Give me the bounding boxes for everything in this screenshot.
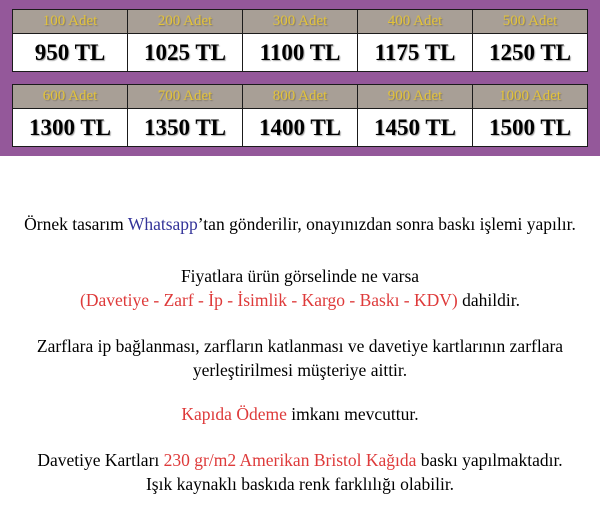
quantity-header: 900 Adet: [358, 85, 472, 109]
note-color-difference: Işık kaynaklı baskıda renk farklılığı olabilir.: [145, 474, 455, 494]
price-column: [13, 85, 127, 146]
note-text: Örnek tasarım: [24, 214, 128, 234]
price-column: [242, 85, 357, 146]
cash-on-delivery-label: Kapıda Ödeme: [181, 404, 287, 424]
quantity-header: 1000 Adet: [473, 85, 587, 109]
quantity-header: 600 Adet: [13, 85, 127, 109]
price-table-row-2: [12, 84, 588, 147]
note-text: Davetiye Kartları: [37, 450, 164, 470]
note-price-includes-items: [0, 288, 600, 312]
quantity-header: 800 Adet: [243, 85, 357, 109]
price-value: 1025 TL: [128, 34, 242, 71]
paper-spec-label: 230 gr/m2 Amerikan Bristol Kağıda: [163, 450, 417, 470]
quantity-header: 400 Adet: [358, 10, 472, 34]
note-customer-assembly-line2: yerleştirilmesi müşteriye aittir.: [192, 360, 408, 380]
price-value: 1300 TL: [13, 109, 127, 146]
note-price-includes-intro: Fiyatlara ürün görselinde ne varsa: [180, 266, 420, 286]
price-column: [127, 10, 242, 71]
price-column: [357, 10, 472, 71]
price-value: 1450 TL: [358, 109, 472, 146]
note-text: baskı yapılmaktadır.: [416, 450, 563, 470]
quantity-header: 300 Adet: [243, 10, 357, 34]
price-column: [242, 10, 357, 71]
note-customer-assembly-line1: Zarflara ip bağlanması, zarfların katlanması ve davetiye kartlarının zarflara: [36, 336, 564, 356]
price-column: [472, 10, 587, 71]
price-column: [127, 85, 242, 146]
note-text: ’tan gönderilir, onayınızdan sonra baskı işlemi yapılır.: [197, 214, 576, 234]
price-column: [472, 85, 587, 146]
quantity-header: 500 Adet: [473, 10, 587, 34]
quantity-header: 200 Adet: [128, 10, 242, 34]
price-column: [13, 10, 127, 71]
included-items-list: (Davetiye - Zarf - İp - İsimlik - Kargo - Baskı - KDV): [80, 290, 458, 310]
notes-section: [0, 212, 600, 496]
price-table-row-1: [12, 9, 588, 72]
price-value: 950 TL: [13, 34, 127, 71]
price-value: 1400 TL: [243, 109, 357, 146]
note-paper-type: [0, 448, 600, 472]
price-value: 1350 TL: [128, 109, 242, 146]
price-value: 1100 TL: [243, 34, 357, 71]
quantity-header: 700 Adet: [128, 85, 242, 109]
price-panel: [0, 0, 600, 156]
price-value: 1500 TL: [473, 109, 587, 146]
price-value: 1250 TL: [473, 34, 587, 71]
note-text: dahildir.: [457, 290, 520, 310]
whatsapp-label: Whatsapp: [127, 214, 198, 234]
note-cash-on-delivery: [0, 402, 600, 426]
note-text: imkanı mevcuttur.: [286, 404, 419, 424]
price-column: [357, 85, 472, 146]
note-design-approval: [0, 212, 600, 236]
quantity-header: 100 Adet: [13, 10, 127, 34]
price-value: 1175 TL: [358, 34, 472, 71]
